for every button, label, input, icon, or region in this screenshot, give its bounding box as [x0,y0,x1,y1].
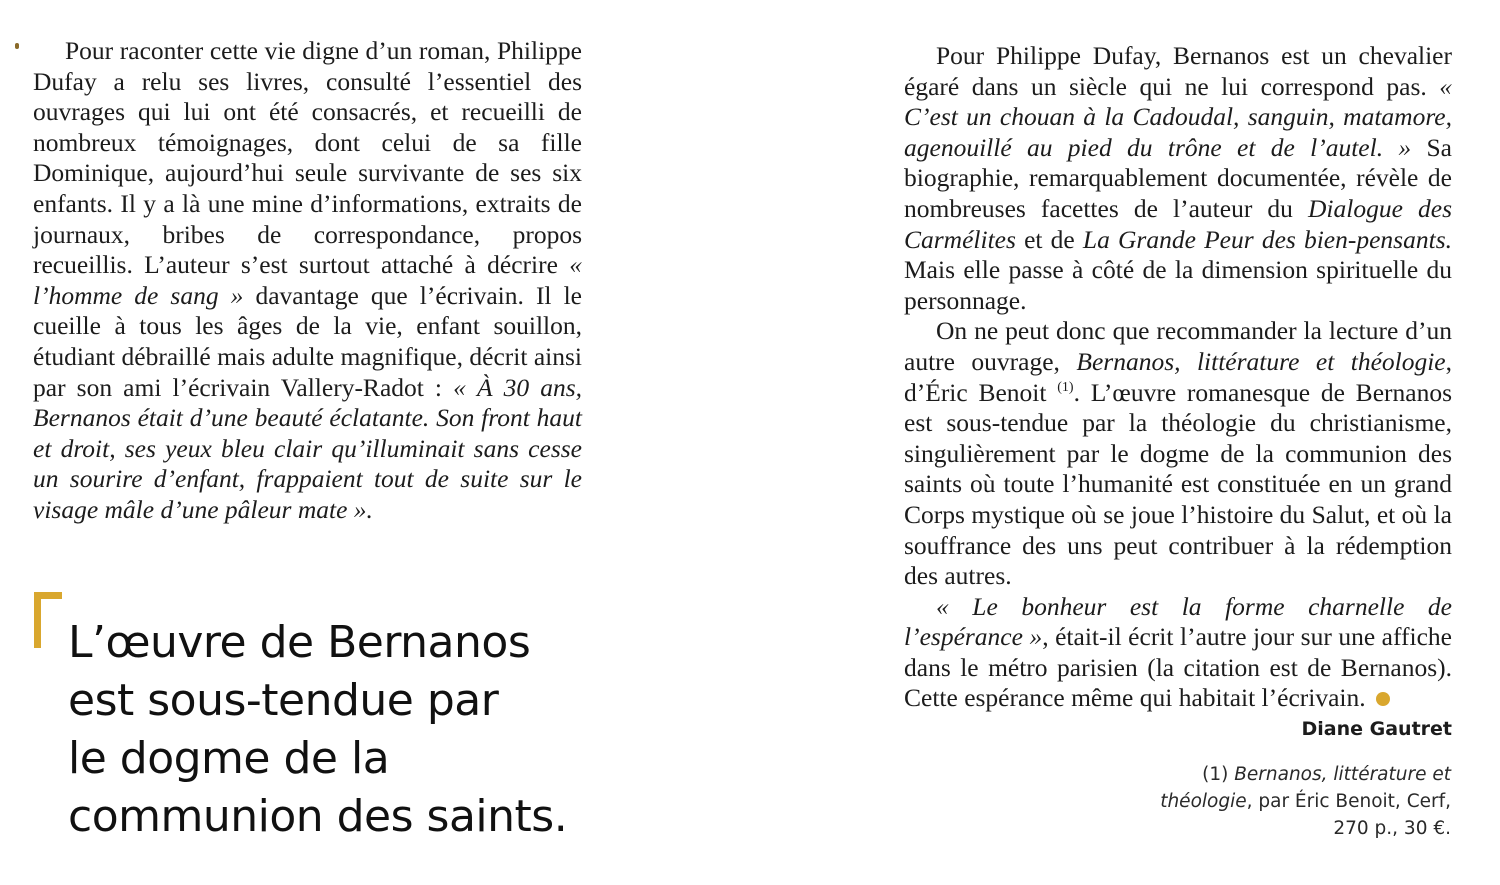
end-mark-bullet-icon [1376,692,1390,706]
scan-speck [15,43,19,49]
pull-quote [68,614,628,846]
article-left-column [33,36,582,526]
article-right-column [904,41,1452,714]
pull-quote-line: L’œuvre de Bernanos [68,617,531,668]
footnote-reference: (1) [1057,379,1074,395]
right-paragraph-1: Pour Philippe Dufay, Bernanos est un chevalier égaré dans un siècle qui ne lui correspond pas. « C’est un chouan à la Cadoudal, sanguin, matamore, agenouillé au pied du trône et de l’autel. » Sa biographie, remarquablement documentée, révèle de nombreuses facettes de l’auteur du Dialogue des Carmélites et de La Grande Peur des bien-pensants. Mais elle passe à côté de la dimension spirituelle du personnage. [904,41,1453,315]
left-paragraph-1: Pour raconter cette vie digne d’un roman, Philippe Dufay a relu ses livres, consulté l’essentiel des ouvrages qui lui ont été consacrés, et recueilli de nombreux témoignages, dont celui de sa fille Dominique, aujourd’hui seule survivante de ses six enfants. Il y a là une mine d’informations, extraits de journaux, bribes de correspondance, propos recueillis. L’auteur s’est surtout attaché à décrire « l’homme de sang » davantage que l’écrivain. Il le cueille à tous les âges de la vie, enfant souillon, étudiant débraillé mais adulte magnifique, décrit ainsi par son ami l’écrivain Vallery-Radot : « À 30 ans, Bernanos était d’une beauté éclatante. Son front haut et droit, ses yeux bleu clair qu’illuminait sans cesse un sourire d’enfant, frappaient tout de suite sur le visage mâle d’une pâleur mate ». [33,36,583,524]
pull-quote-line: est sous-tendue par [68,675,499,726]
pull-quote-bracket-icon [34,592,62,648]
right-paragraph-3: « Le bonheur est la forme charnelle de l’espérance », était-il écrit l’autre jour sur une affiche dans le métro parisien (la citation est de Bernanos). Cette espérance même qui habitait l’écrivain. [904,591,1452,713]
right-paragraph-2: On ne peut donc que recommander la lecture d’un autre ouvrage, Bernanos, littérature et théologie, d’Éric Benoit $^{(1)}$. L’œuvre romanesque de Bernanos est sous-tendue par la théologie du christianisme, singulièrement par le dogme de la communion des saints où toute l’humanité est constituée en un grand Corps mystique où se joue l’histoire du Salut, et où la souffrance des uns peut contribuer à la rédemption des autres. [904,316,1453,591]
author-byline: Diane Gautret [1301,718,1452,740]
footnote: (1) Bernanos, littérature et théologie, par Éric Benoit, Cerf, 270 p., 30 €. [1160,764,1451,839]
pull-quote-line: communion des saints. [68,791,568,842]
pull-quote-line: le dogme de la [68,733,390,784]
